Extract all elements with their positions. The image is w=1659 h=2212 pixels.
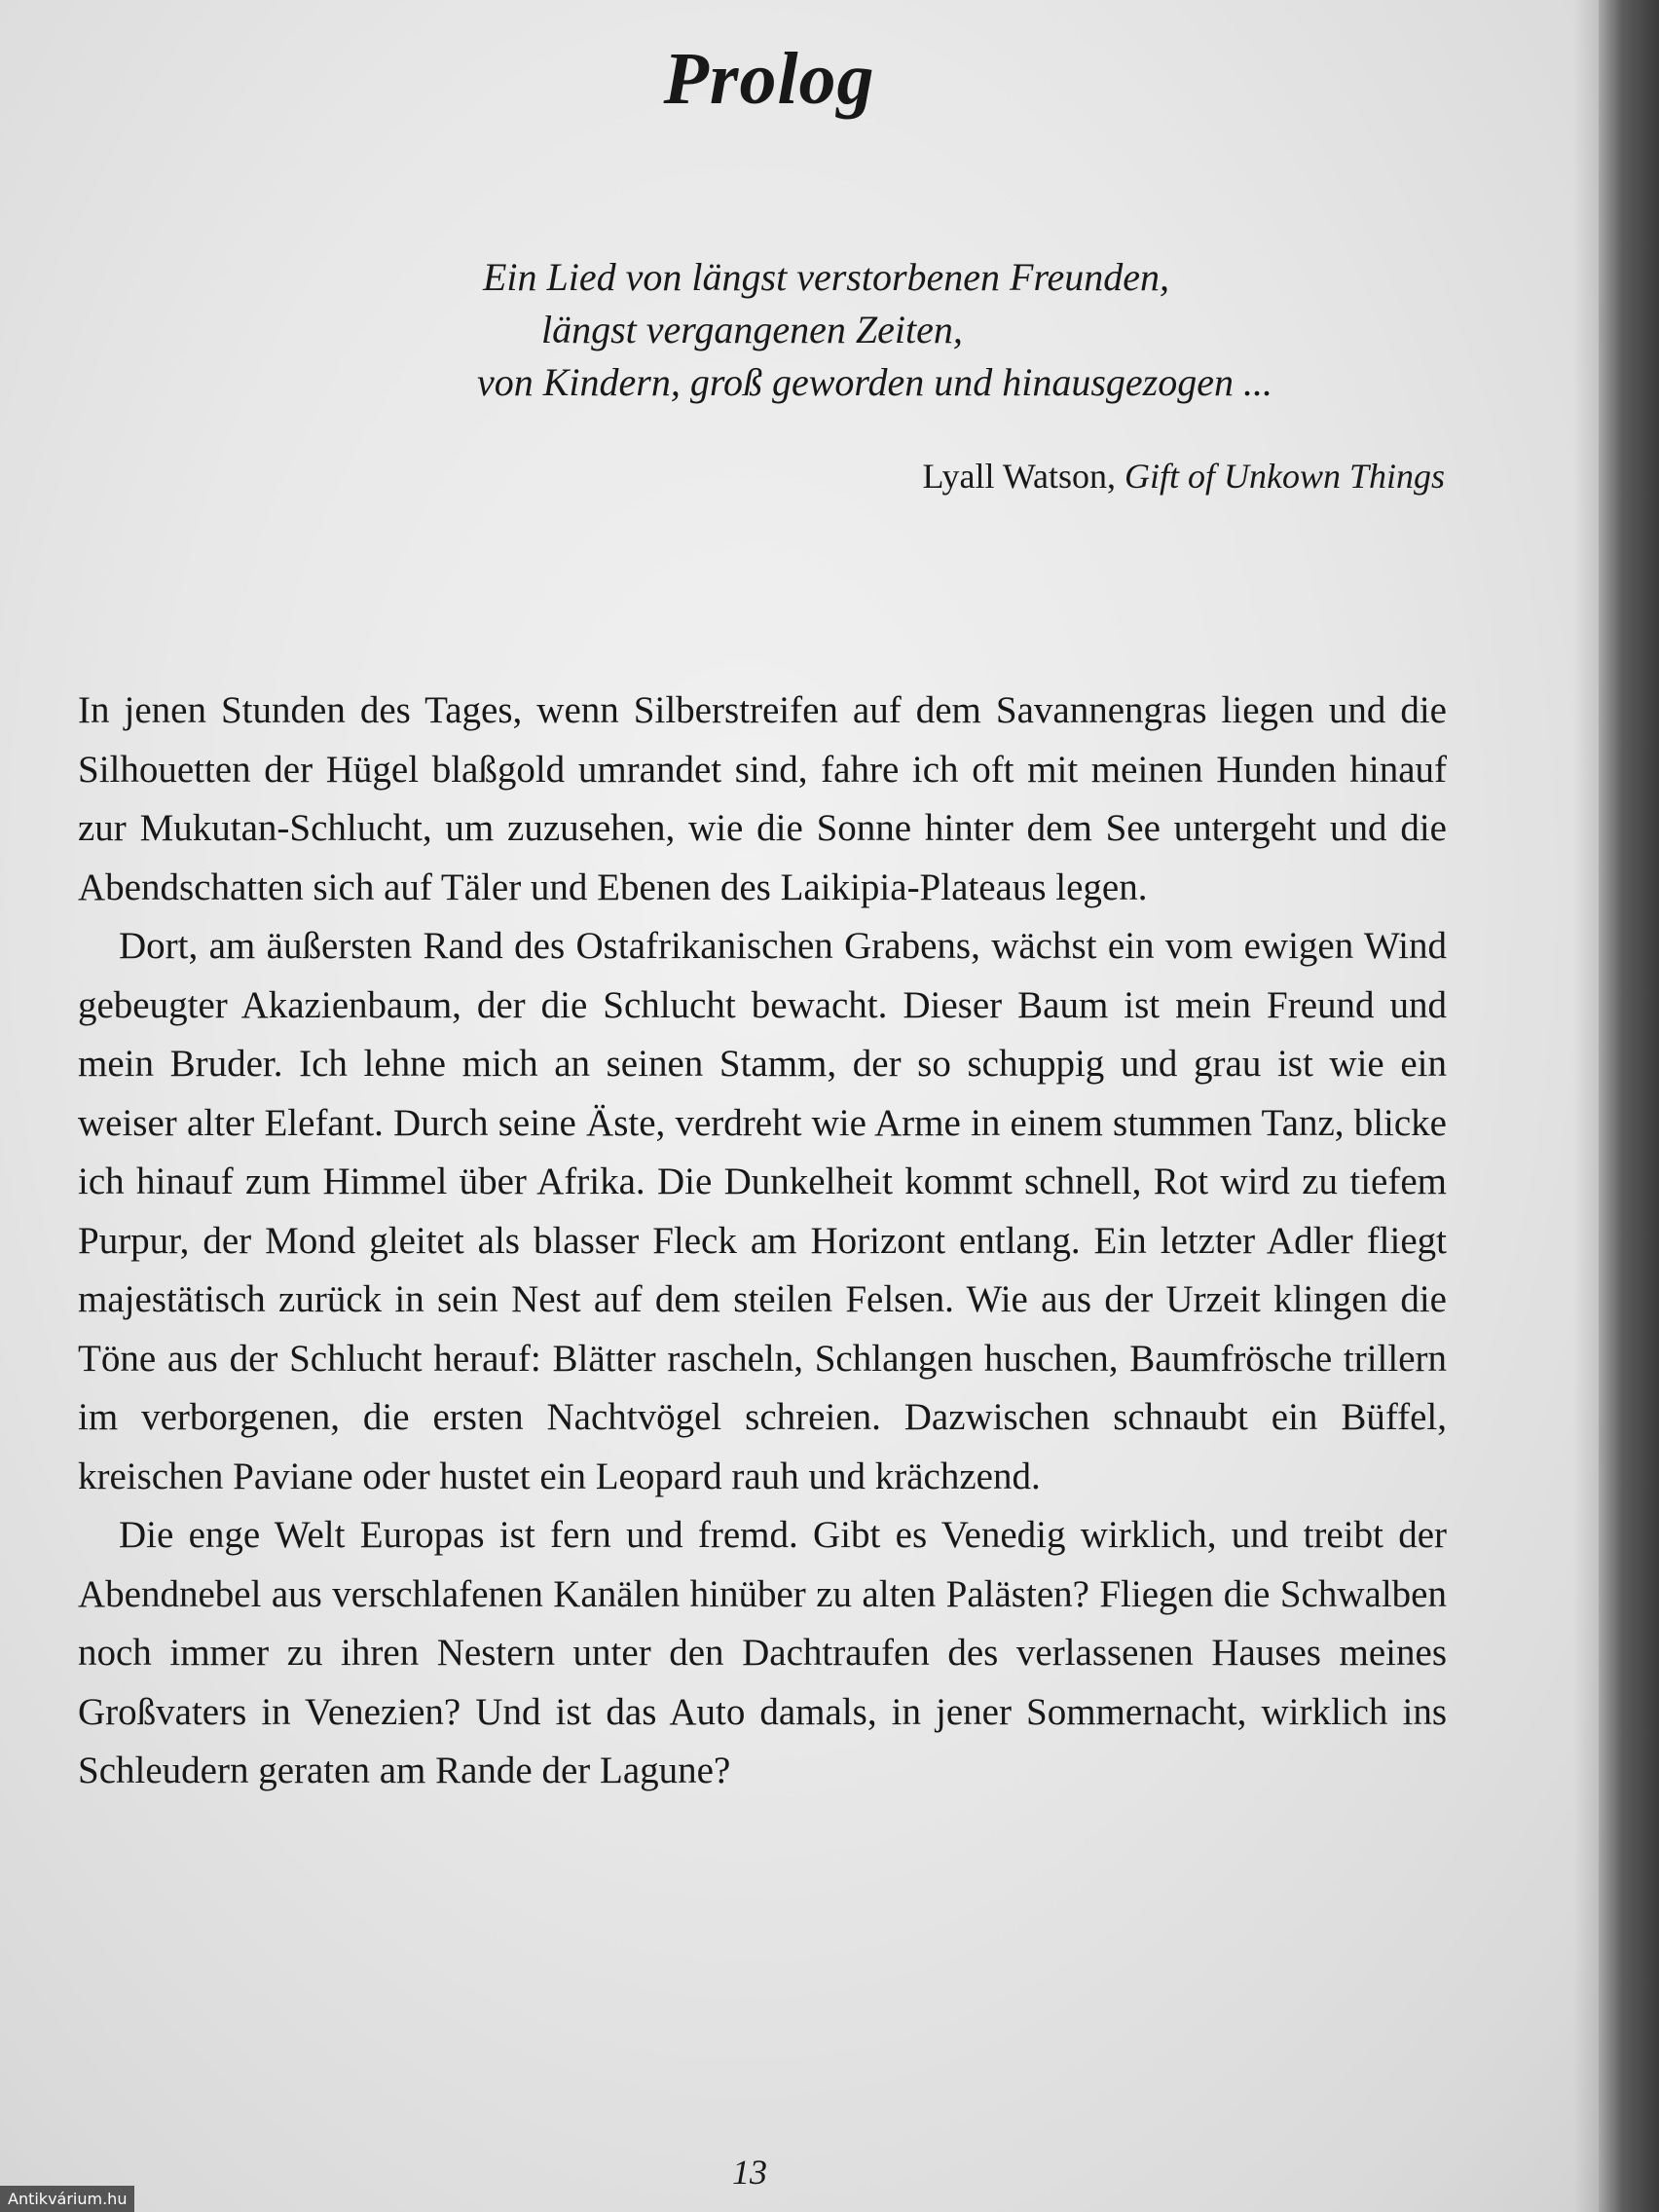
epigraph-attribution (584, 456, 1445, 497)
watermark: Antikvárium.hu (0, 2186, 134, 2212)
paragraph: In jenen Stunden des Tages, wenn Silberstreifen auf dem Savannengras liegen und die Silhouetten der Hügel blaßgold umrandet sind, fahre ich oft mit meinen Hunden hinauf zur Mukutan-Schlucht, um zuzusehen, wie die Sonne hinter dem See untergeht und die Abendschatten sich auf Täler und Ebenen des Laikipia-Plateaus legen. (78, 689, 1447, 908)
epigraph (458, 251, 1447, 409)
paragraph: Die enge Welt Europas ist fern und fremd. Gibt es Venedig wirklich, und treibt der Abendnebel aus verschlafenen Kanälen hinüber zu alten Palästen? Fliegen die Schwalben noch immer zu ihren Nestern unter den Dachtraufen des verlassenen Hauses meines Großvaters in Venezien? Und ist das Auto damals, in jener Sommernacht, wirklich ins Schleudern geraten am Rande der Lagune? (78, 1514, 1447, 1791)
epigraph-work: Gift of Unkown Things (1124, 457, 1445, 496)
chapter-title: Prolog (663, 38, 875, 120)
paragraph: Dort, am äußersten Rand des Ostafrikanischen Grabens, wächst ein vom ewigen Wind gebeugter Akazienbaum, der die Schlucht bewacht. Dieser Baum ist mein Freund und mein Bruder. Ich lehne mich an seinen Stamm, der so schuppig und grau ist wie ein weiser alter Elefant. Durch seine Äste, verdreht wie Arme in einem stummen Tanz, blicke ich hinauf zum Himmel über Afrika. Die Dunkelheit kommt schnell, Rot wird zu tiefem Purpur, der Mond gleitet als blasser Fleck am Horizont entlang. Ein letzter Adler fliegt majestätisch zurück in sein Nest auf dem steilen Felsen. Wie aus der Urzeit klingen die Töne aus der Schlucht herauf: Blätter rascheln, Schlangen huschen, Baumfrösche trillern im verborgenen, die ersten Nachtvögel schreien. Dazwischen schnaubt ein Büffel, kreischen Paviane oder hustet ein Leopard rauh und krächzend. (78, 925, 1447, 1497)
page-gutter-shadow (1573, 0, 1599, 2212)
epigraph-line: von Kindern, groß geworden und hinausgezogen ... (477, 360, 1272, 404)
book-spine (1599, 0, 1659, 2212)
page-number: 13 (732, 2153, 767, 2192)
body-text (78, 682, 1447, 1801)
epigraph-line: längst vergangenen Zeiten, (541, 308, 963, 351)
epigraph-author: Lyall Watson, (922, 457, 1116, 496)
epigraph-line: Ein Lied von längst verstorbenen Freunden, (483, 255, 1170, 299)
